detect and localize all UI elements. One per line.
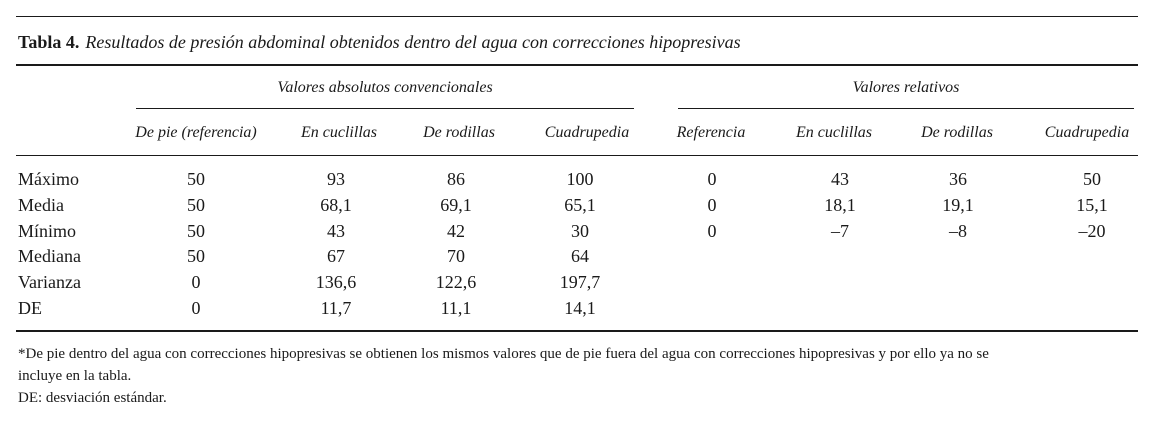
caption-rule: [16, 64, 1138, 66]
table-cell: 50: [187, 246, 205, 266]
footnote-asterisk-continued: incluye en la tabla.: [18, 368, 132, 384]
table-cell: –8: [949, 221, 967, 241]
table-cell: 43: [327, 221, 345, 241]
table-cell: 50: [187, 169, 205, 189]
table-cell: 0: [707, 195, 717, 215]
table-cell: 70: [447, 246, 465, 266]
table-cell: 11,1: [440, 298, 472, 318]
table-cell: 69,1: [440, 195, 472, 215]
footnote-abbreviation: DE: desviación estándar.: [18, 390, 167, 406]
header-rule: [16, 155, 1138, 156]
row-label: Mediana: [18, 246, 81, 266]
column-header: En cuclillas: [796, 124, 872, 141]
row-label: DE: [18, 298, 42, 318]
table-title: Resultados de presión abdominal obtenidos dentro del agua con correcciones hipopresivas: [85, 32, 741, 52]
group-header-relative: Valores relativos: [852, 79, 960, 96]
group-rule-relative: [678, 108, 1134, 109]
column-header: De rodillas: [921, 124, 993, 141]
column-header: Cuadrupedia: [1044, 124, 1130, 141]
table-cell: 67: [327, 246, 345, 266]
table-cell: 64: [571, 246, 589, 266]
table-cell: 65,1: [564, 195, 596, 215]
table-cell: 11,7: [320, 298, 352, 318]
table-cell: 0: [707, 169, 717, 189]
row-label: Mínimo: [18, 221, 77, 241]
table-cell: 68,1: [320, 195, 352, 215]
table-cell: –20: [1078, 221, 1106, 241]
table-cell: –7: [831, 221, 849, 241]
table-cell: 100: [566, 169, 594, 189]
column-header: De pie (referencia): [135, 124, 257, 141]
table-cell: 93: [327, 169, 345, 189]
table-cell: 136,6: [315, 272, 357, 292]
table-cell: 50: [187, 195, 205, 215]
bottom-rule: [16, 330, 1138, 332]
table-cell: 197,7: [559, 272, 601, 292]
row-label: Varianza: [18, 272, 81, 292]
table-cell: 19,1: [942, 195, 974, 215]
table-number: Tabla 4.: [18, 32, 80, 52]
table-caption: [18, 32, 741, 53]
table-cell: 36: [949, 169, 967, 189]
footnote-asterisk: *De pie dentro del agua con correcciones hipopresivas se obtienen los mismos valores que de pie fuera del agua con correcciones hipopresivas y por ello ya no se: [18, 346, 989, 362]
table-cell: 18,1: [824, 195, 856, 215]
row-label: Media: [18, 195, 64, 215]
table-cell: 15,1: [1076, 195, 1108, 215]
table-cell: 0: [707, 221, 717, 241]
column-header: Referencia: [676, 124, 746, 141]
table-cell: 14,1: [564, 298, 596, 318]
row-label: Máximo: [18, 169, 79, 189]
table-cell: 50: [187, 221, 205, 241]
table-cell: 50: [1083, 169, 1101, 189]
table-cell: 30: [571, 221, 589, 241]
column-header: En cuclillas: [301, 124, 377, 141]
group-rule-absolute: [136, 108, 634, 109]
column-header: Cuadrupedia: [544, 124, 630, 141]
top-rule: [16, 16, 1138, 17]
table-cell: 43: [831, 169, 849, 189]
group-header-absolute: Valores absolutos convencionales: [277, 79, 493, 96]
table-cell: 0: [191, 272, 201, 292]
table-cell: 86: [447, 169, 465, 189]
column-header: De rodillas: [423, 124, 495, 141]
table-cell: 0: [191, 298, 201, 318]
table-cell: 42: [447, 221, 465, 241]
table-cell: 122,6: [435, 272, 477, 292]
